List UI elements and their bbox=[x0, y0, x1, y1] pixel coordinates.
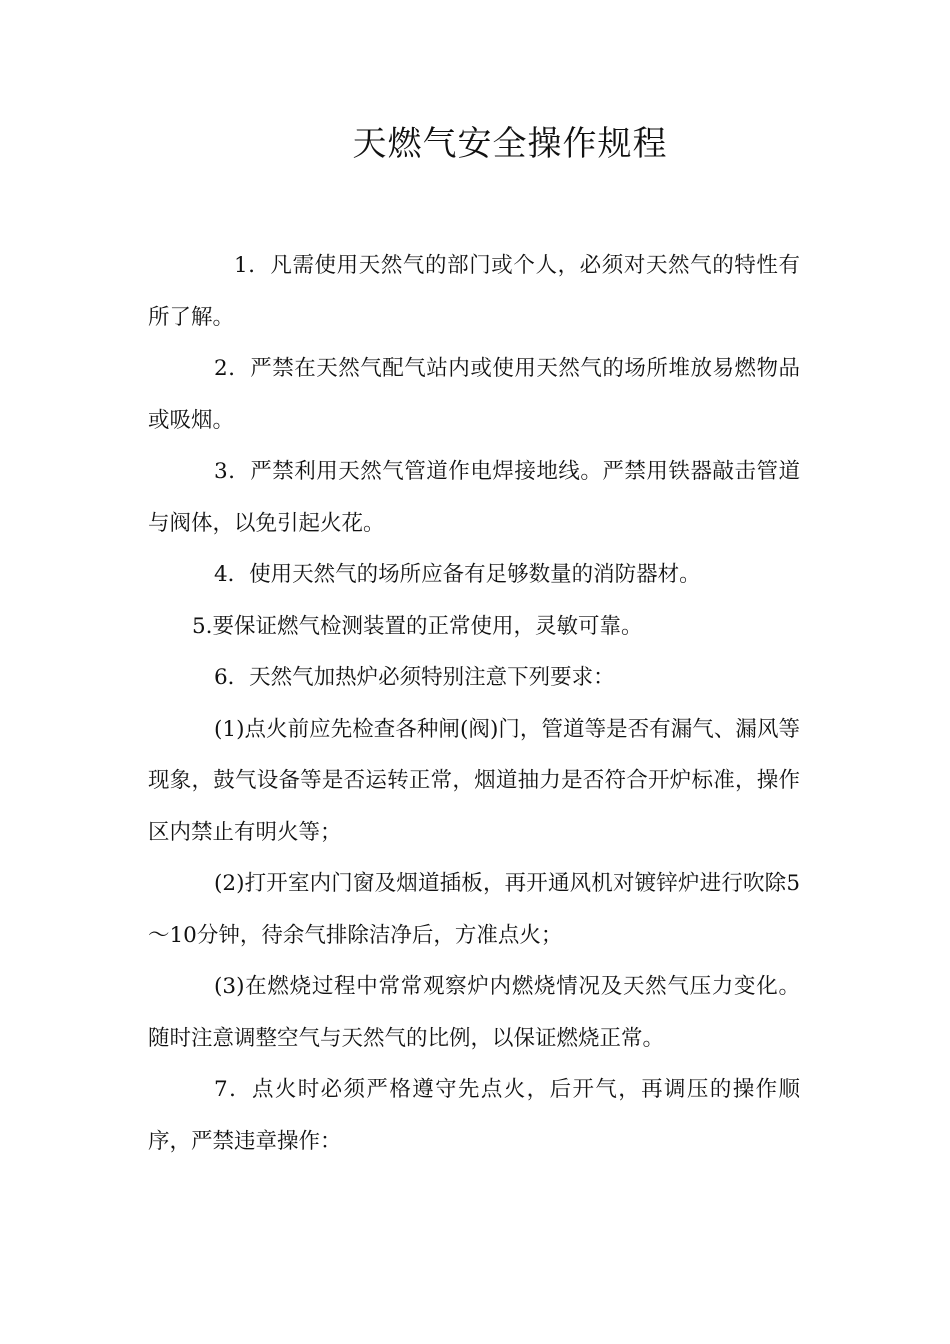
paragraph-6-3: (3)在燃烧过程中常常观察炉内燃烧情况及天然气压力变化。随时注意调整空气与天然气的比例，以保证燃烧正常。 bbox=[148, 974, 800, 1051]
paragraph-2: 2．严禁在天然气配气站内或使用天然气的场所堆放易燃物品或吸烟。 bbox=[148, 356, 800, 433]
document-title: 天燃气安全操作规程 bbox=[352, 124, 668, 164]
paragraph-6: 6．天然气加热炉必须特别注意下列要求： bbox=[214, 665, 615, 690]
paragraph-5: 5.要保证燃气检测装置的正常使用，灵敏可靠。 bbox=[192, 613, 643, 639]
paragraph-1: 1．凡需使用天然气的部门或个人，必须对天然气的特性有所了解。 bbox=[148, 253, 800, 330]
paragraph-3: 3．严禁利用天然气管道作电焊接地线。严禁用铁器敲击管道与阀体，以免引起火花。 bbox=[148, 459, 800, 536]
document-body bbox=[148, 240, 800, 1167]
paragraph-6-1: (1)点火前应先检查各种闸(阀)门，管道等是否有漏气、漏风等现象，鼓气设备等是否运转正常，烟道抽力是否符合开炉标准，操作区内禁止有明火等； bbox=[148, 716, 800, 845]
paragraph-7: 7．点火时必须严格遵守先点火，后开气，再调压的操作顺序，严禁违章操作： bbox=[148, 1077, 800, 1154]
paragraph-4: 4．使用天然气的场所应备有足够数量的消防器材。 bbox=[214, 562, 701, 587]
paragraph-6-2: (2)打开室内门窗及烟道插板，再开通风机对镀锌炉进行吹除5～10分钟，待余气排除洁净后，方准点火； bbox=[148, 871, 800, 948]
